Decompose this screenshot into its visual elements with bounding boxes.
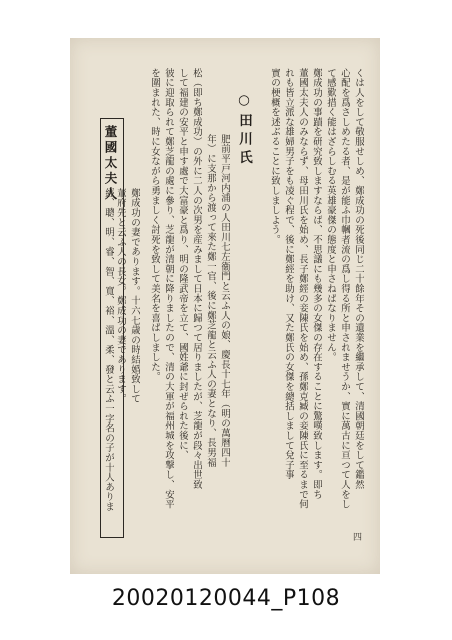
section-column: 鄭成功の妻であります。十六七歳の時結婚致して [129, 188, 140, 404]
page-number: 四 [352, 533, 362, 543]
section-column: 松（即ち鄭成功）の外に二人の次男を産みまして日本に歸つて居りましたが、芝龍が段々出世致 [191, 68, 202, 490]
text-column: 董國太夫人のみならず、母田川氏を始め、長子鄭經の妾陳氏を始め、孫鄭克臧の妾陳氏に至るまで何 [297, 68, 308, 509]
text-column: 實の梗概を述ぶることに致しましよう。 [269, 68, 280, 245]
section-column: 董府先と云ふ人の長女。鄭成功の妻であります。 [115, 188, 126, 404]
box-title: 董國太夫人 [103, 125, 118, 203]
section-column: 肥前平戸河内浦の人田川七左衞門と云ふ人の娘、慶長十七年（明の萬曆四十 [219, 134, 230, 468]
text-column: 心配を爲さしめたる者、是が能ふ巾幗者流の爲し得る所と申されませうか、實に萬古に亘つて人をし [339, 68, 350, 509]
section-column: 彼に迎取られて鄭芝龍の處に參り、芝龍が清朝に降りましたので、清の大軍が福州城を攻撃し、安平 [163, 68, 174, 509]
text-column: 鄭成功の事蹟を研究致しますならば、不思議にも幾多の女傑の存在することに驚嘆致します。即ち [311, 68, 322, 500]
text-column: て感歎措く能はざらしむる英雄豪傑の態度と申さねばなりません。 [325, 68, 336, 362]
image-caption: 20020120044_P108 [111, 586, 341, 611]
section-column: して福建の安平と申す處で大富豪と爲り、明の隆武帝を立て、國姓爺に封ぜられた後に、 [177, 68, 188, 460]
section-column: を圍まれた、時に女ながら勇ましく討死を致して美名を喜ばしました。 [149, 68, 160, 382]
book-page [70, 38, 380, 574]
section-title: ○田川氏 [236, 92, 252, 169]
section-column: 年）に支那から渡って來た鄭一官、後に鄭芝龍と云ふ人の妻となり、長男福 [205, 134, 216, 468]
section-column: 經、聰、明、睿、智、寬、裕、溫、柔、發と云ふ一字名の子が十人ありま [103, 188, 114, 512]
text-column: れも皆立派な雄婦男子をも凌ぐ程で、後に鄭經を助け、又た鄭氏の女傑を總括しまして兌子事 [283, 68, 294, 480]
text-column: くは人をして敬服せしめ、鄭成功の死後同じ二十餘年その遺業を繼承して、清國朝廷をして鑑然 [353, 68, 364, 490]
